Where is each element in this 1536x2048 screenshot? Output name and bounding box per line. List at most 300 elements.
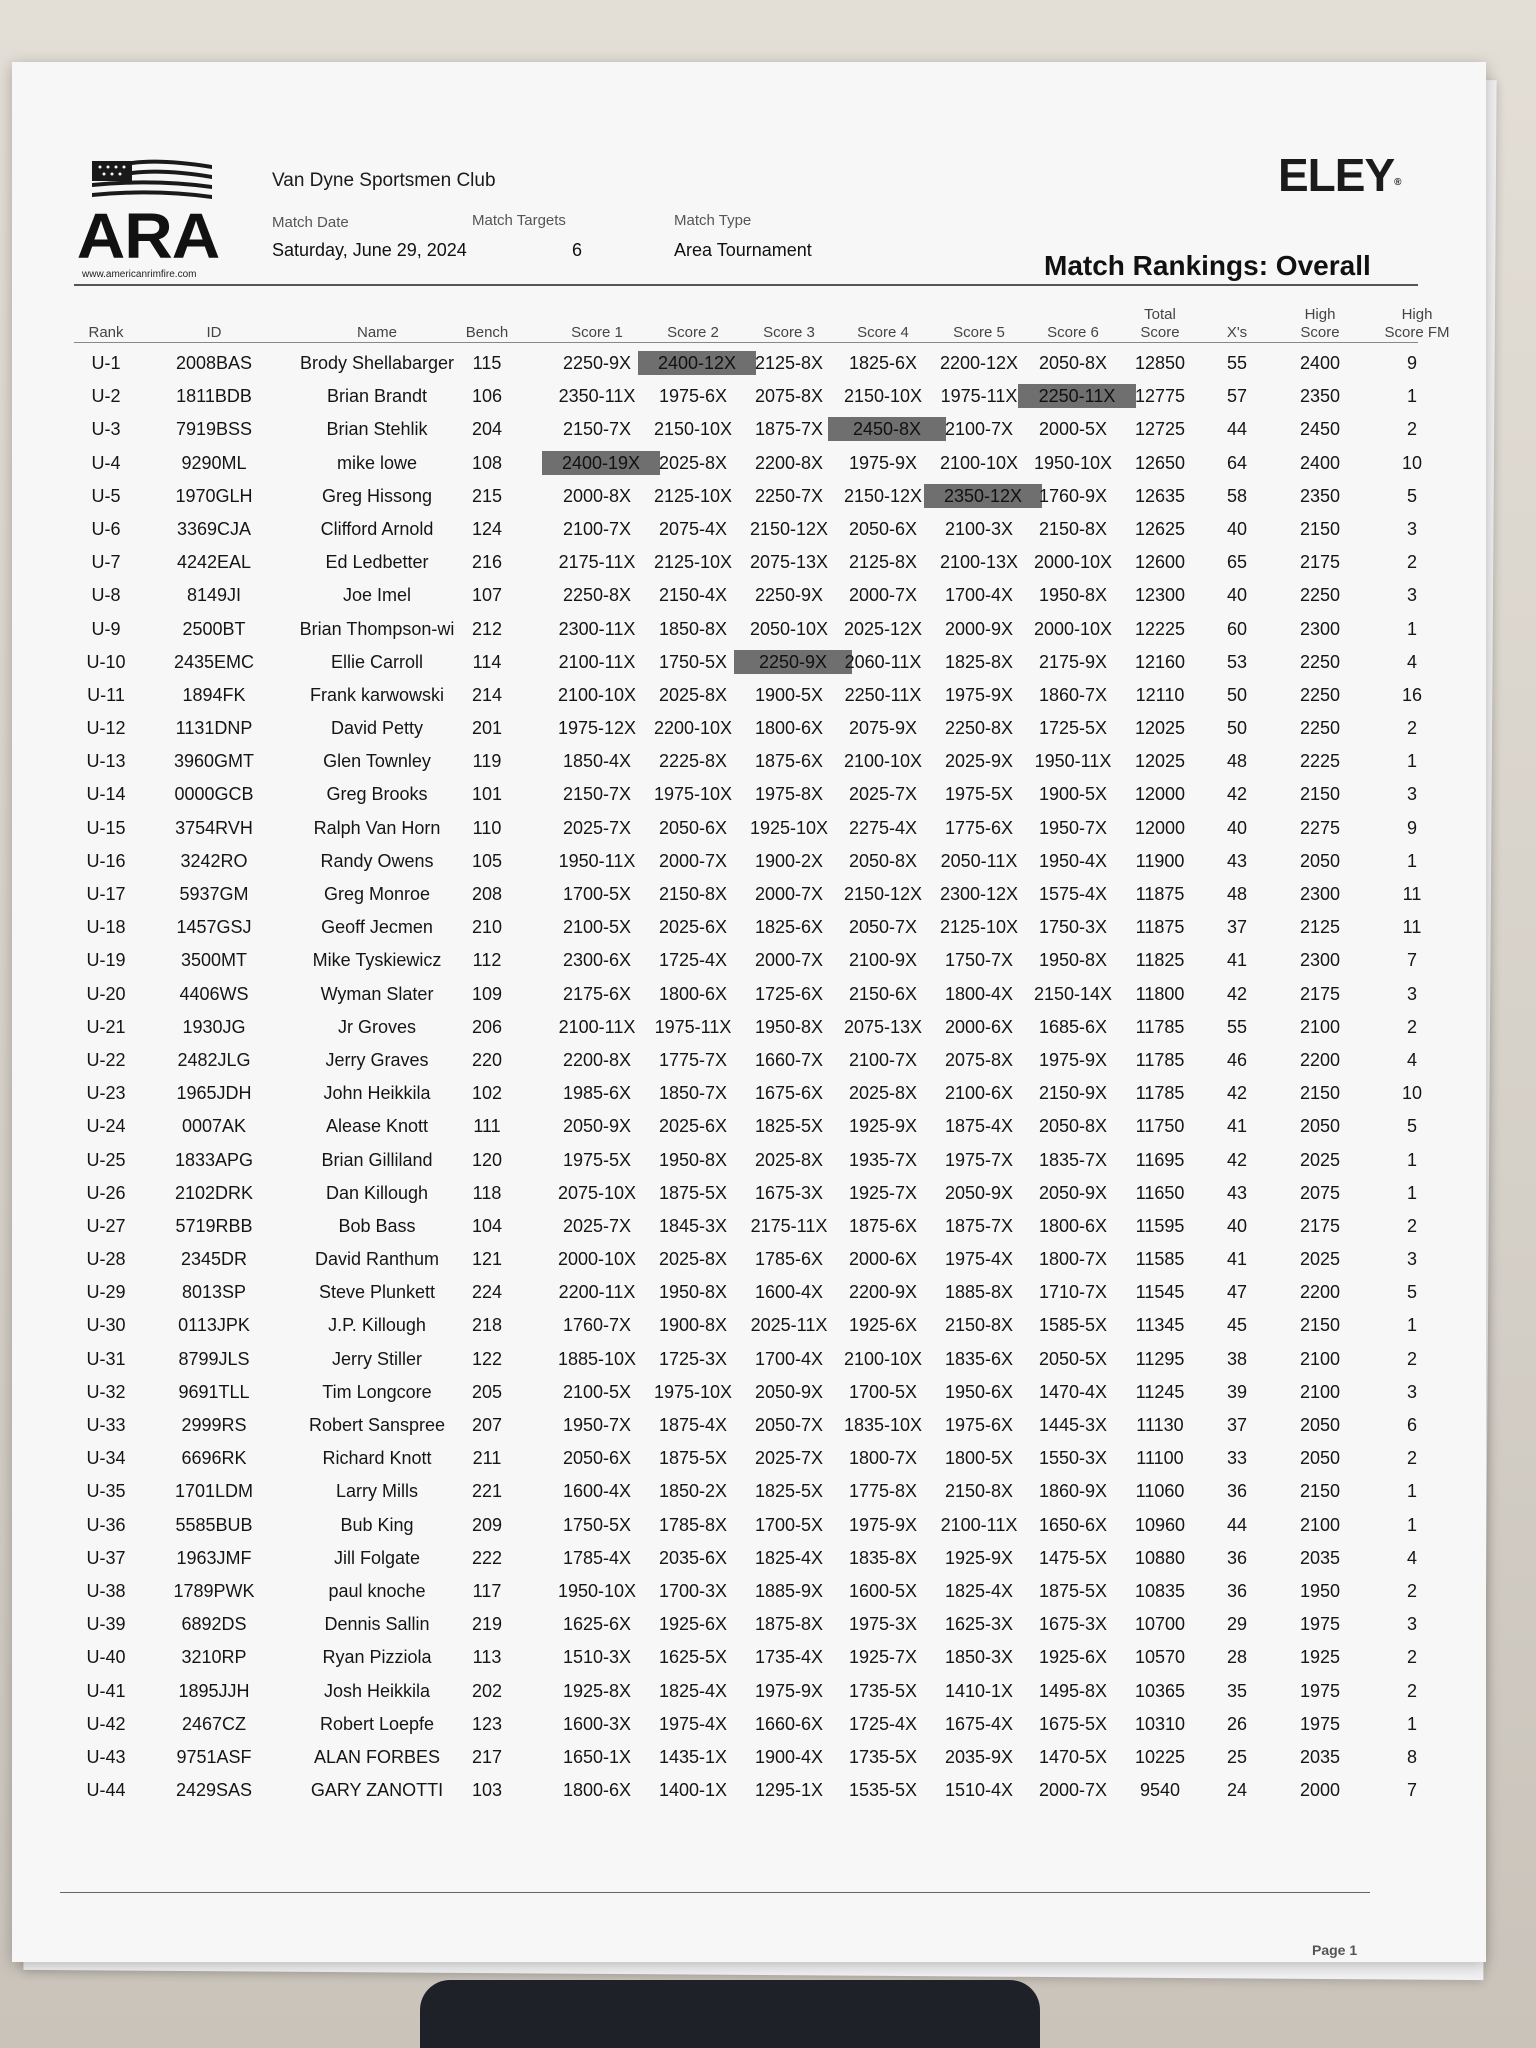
bench-cell: 217 bbox=[471, 1746, 503, 1767]
high-score-cell: 2100 bbox=[1299, 1016, 1341, 1037]
bench-cell: 101 bbox=[471, 784, 503, 805]
col-total bbox=[1120, 306, 1200, 342]
score-cell: 1950-7X bbox=[562, 1415, 632, 1435]
total-cell: 11585 bbox=[1135, 1249, 1185, 1270]
total-cell: 11060 bbox=[1135, 1481, 1185, 1502]
bench-cell: 211 bbox=[472, 1448, 502, 1469]
score-cell: 2025-9X bbox=[944, 751, 1014, 772]
score-cell: 2025-8X bbox=[658, 1249, 728, 1270]
match-targets: 6 bbox=[572, 240, 583, 260]
name-cell: Greg Hissong bbox=[321, 485, 433, 506]
score-cell: 1625-3X bbox=[944, 1614, 1014, 1635]
score-cell: 2100-3X bbox=[944, 518, 1014, 539]
high-fm-cell: 9 bbox=[1406, 817, 1417, 838]
table-row bbox=[12, 712, 1486, 745]
score-cell: 2025-8X bbox=[658, 684, 728, 705]
score-cell: 2125-10X bbox=[653, 552, 733, 573]
score-cell: 2025-8X bbox=[848, 1083, 918, 1104]
high-fm-cell: 2 bbox=[1406, 1580, 1417, 1601]
total-cell: 12625 bbox=[1134, 518, 1186, 539]
col-score2: Score 2 bbox=[667, 324, 719, 341]
id-cell: 8799JLS bbox=[178, 1348, 250, 1369]
score-cell: 1445-3X bbox=[1038, 1415, 1108, 1435]
name-cell: Greg Monroe bbox=[323, 884, 431, 904]
xs-cell: 41 bbox=[1226, 950, 1248, 971]
score-cell: 1760-7X bbox=[562, 1315, 632, 1336]
score-cell: 2250-11X bbox=[844, 684, 922, 705]
table-row bbox=[12, 1641, 1486, 1674]
rank-cell: U-21 bbox=[86, 1016, 126, 1037]
id-cell: 2102DRK bbox=[174, 1182, 254, 1203]
score-cell: 2150-8X bbox=[1038, 518, 1108, 539]
name-cell: Josh Heikkila bbox=[323, 1680, 431, 1701]
name-cell: ALAN FORBES bbox=[313, 1746, 441, 1767]
total-cell: 12225 bbox=[1134, 618, 1186, 639]
score-cell: 2050-8X bbox=[1038, 1116, 1108, 1137]
score-cell: 1735-4X bbox=[754, 1647, 824, 1668]
high-score-cell: 2100 bbox=[1299, 1514, 1341, 1535]
xs-cell: 42 bbox=[1226, 784, 1248, 805]
high-score-cell: 2275 bbox=[1299, 817, 1341, 838]
score-cell: 1985-6X bbox=[562, 1083, 632, 1104]
rank-cell: U-28 bbox=[86, 1249, 126, 1270]
xs-cell: 36 bbox=[1226, 1580, 1248, 1601]
score-cell: 1950-8X bbox=[1038, 585, 1108, 606]
high-score-cell: 2350 bbox=[1299, 485, 1341, 506]
xs-cell: 42 bbox=[1226, 1149, 1248, 1170]
table-row bbox=[12, 845, 1486, 878]
bench-cell: 208 bbox=[471, 884, 503, 904]
score-cell: 2400-19X bbox=[542, 451, 660, 475]
xs-cell: 40 bbox=[1226, 585, 1248, 606]
score-cell: 1625-5X bbox=[658, 1647, 728, 1668]
xs-cell: 44 bbox=[1226, 419, 1248, 440]
score-cell: 1835-7X bbox=[1038, 1149, 1108, 1170]
total-cell: 11130 bbox=[1136, 1415, 1184, 1435]
name-cell: Brian Gilliland bbox=[321, 1149, 433, 1170]
bench-cell: 107 bbox=[471, 585, 503, 606]
high-fm-cell: 11 bbox=[1402, 917, 1422, 938]
score-cell: 2300-12X bbox=[939, 884, 1019, 904]
score-cell: 2035-6X bbox=[658, 1547, 728, 1568]
name-cell: Glen Townley bbox=[323, 751, 431, 772]
score-cell: 2100-11X bbox=[940, 1514, 1018, 1535]
score-cell: 1975-10X bbox=[653, 784, 733, 805]
table-row bbox=[12, 1210, 1486, 1243]
table-row bbox=[12, 1708, 1486, 1741]
score-cell: 1950-11X bbox=[558, 850, 636, 871]
score-cell: 1835-8X bbox=[848, 1547, 918, 1568]
score-cell: 1925-7X bbox=[848, 1182, 918, 1203]
high-score-cell: 2150 bbox=[1299, 1481, 1341, 1502]
score-cell: 1975-8X bbox=[754, 784, 824, 805]
score-cell: 2350-12X bbox=[924, 484, 1042, 508]
rank-cell: U-18 bbox=[86, 917, 126, 938]
total-cell: 12775 bbox=[1134, 386, 1186, 407]
score-cell: 1860-7X bbox=[1038, 684, 1108, 705]
table-row bbox=[12, 513, 1486, 546]
bench-cell: 224 bbox=[471, 1282, 503, 1303]
rank-cell: U-35 bbox=[86, 1481, 126, 1502]
score-cell: 1975-11X bbox=[940, 386, 1018, 407]
xs-cell: 41 bbox=[1226, 1116, 1248, 1137]
id-cell: 1930JG bbox=[182, 1016, 246, 1037]
score-cell: 1725-4X bbox=[848, 1713, 918, 1734]
total-cell: 10365 bbox=[1134, 1680, 1186, 1701]
total-cell: 11245 bbox=[1135, 1381, 1185, 1402]
col-name: Name bbox=[356, 324, 397, 341]
high-score-cell: 2100 bbox=[1299, 1381, 1341, 1402]
score-cell: 2000-7X bbox=[658, 850, 728, 871]
score-cell: 1900-2X bbox=[754, 850, 824, 871]
high-fm-cell: 3 bbox=[1406, 1249, 1417, 1270]
xs-cell: 64 bbox=[1226, 452, 1248, 473]
id-cell: 3960GMT bbox=[173, 751, 255, 772]
total-cell: 11650 bbox=[1135, 1182, 1185, 1203]
high-fm-cell: 3 bbox=[1406, 983, 1417, 1004]
xs-cell: 42 bbox=[1226, 1083, 1248, 1104]
xs-cell: 58 bbox=[1226, 485, 1248, 506]
score-cell: 2100-10X bbox=[843, 1348, 923, 1369]
table-row bbox=[12, 380, 1486, 413]
total-cell: 10835 bbox=[1134, 1580, 1186, 1601]
id-cell: 1833APG bbox=[174, 1149, 254, 1170]
table-row bbox=[12, 1509, 1486, 1542]
high-fm-cell: 1 bbox=[1406, 1713, 1417, 1734]
col-fm-line2: Score FM bbox=[1384, 324, 1450, 341]
high-score-cell: 2050 bbox=[1299, 1448, 1341, 1469]
score-cell: 2035-9X bbox=[944, 1746, 1014, 1767]
score-cell: 1925-8X bbox=[562, 1680, 632, 1701]
score-cell: 1975-9X bbox=[754, 1680, 824, 1701]
rank-cell: U-9 bbox=[91, 618, 121, 639]
xs-cell: 42 bbox=[1226, 983, 1248, 1004]
match-type-label: Match Type bbox=[674, 212, 752, 229]
bench-cell: 212 bbox=[471, 618, 503, 639]
score-cell: 2060-11X bbox=[844, 651, 922, 672]
score-cell: 1600-4X bbox=[562, 1481, 632, 1502]
rank-cell: U-7 bbox=[91, 552, 121, 573]
table-row bbox=[12, 1077, 1486, 1110]
table-row bbox=[12, 745, 1486, 778]
rank-cell: U-8 bbox=[91, 585, 121, 606]
bench-cell: 201 bbox=[471, 718, 503, 739]
score-cell: 2300-6X bbox=[562, 950, 632, 971]
total-cell: 11345 bbox=[1135, 1315, 1185, 1336]
id-cell: 2482JLG bbox=[177, 1049, 251, 1070]
xs-cell: 24 bbox=[1226, 1780, 1248, 1801]
score-cell: 2200-8X bbox=[562, 1049, 632, 1070]
score-cell: 1825-5X bbox=[754, 1116, 824, 1137]
table-row bbox=[12, 978, 1486, 1011]
score-cell: 1825-6X bbox=[754, 917, 824, 938]
score-cell: 2000-7X bbox=[754, 950, 824, 971]
score-cell: 1975-11X bbox=[654, 1016, 732, 1037]
score-cell: 1800-5X bbox=[944, 1448, 1014, 1469]
score-cell: 1775-7X bbox=[658, 1049, 728, 1070]
eley-brand bbox=[1278, 148, 1401, 202]
name-cell: Greg Brooks bbox=[326, 784, 428, 805]
high-fm-cell: 2 bbox=[1406, 1680, 1417, 1701]
name-cell: Jr Groves bbox=[337, 1016, 416, 1037]
high-score-cell: 2025 bbox=[1299, 1249, 1341, 1270]
bench-cell: 108 bbox=[471, 452, 503, 473]
score-cell: 1725-3X bbox=[658, 1348, 728, 1369]
score-cell: 1675-3X bbox=[754, 1182, 824, 1203]
score-cell: 2250-9X bbox=[562, 353, 632, 373]
id-cell: 9751ASF bbox=[176, 1746, 252, 1767]
bench-cell: 102 bbox=[471, 1083, 503, 1104]
score-cell: 2150-12X bbox=[749, 518, 829, 539]
name-cell: Brian Thompson-wi bbox=[299, 618, 455, 639]
table-row bbox=[12, 1475, 1486, 1508]
total-cell: 11595 bbox=[1135, 1215, 1185, 1236]
score-cell: 1410-1X bbox=[944, 1680, 1014, 1701]
score-cell: 1845-3X bbox=[658, 1215, 728, 1236]
high-fm-cell: 1 bbox=[1406, 1481, 1417, 1502]
xs-cell: 29 bbox=[1226, 1614, 1248, 1635]
score-cell: 2025-11X bbox=[750, 1315, 828, 1336]
high-fm-cell: 2 bbox=[1406, 552, 1417, 573]
score-cell: 2150-12X bbox=[843, 485, 923, 506]
score-cell: 1800-7X bbox=[848, 1448, 918, 1469]
bench-cell: 112 bbox=[472, 950, 502, 971]
table-row bbox=[12, 1575, 1486, 1608]
score-cell: 2050-9X bbox=[1038, 1182, 1108, 1203]
score-cell: 1470-4X bbox=[1038, 1381, 1108, 1402]
score-cell: 2050-9X bbox=[754, 1381, 824, 1402]
score-cell: 1975-7X bbox=[944, 1149, 1014, 1170]
score-cell: 2050-8X bbox=[848, 850, 918, 871]
score-cell: 2175-11X bbox=[750, 1215, 828, 1236]
bench-cell: 110 bbox=[472, 817, 502, 838]
table-row bbox=[12, 1044, 1486, 1077]
score-cell: 1950-8X bbox=[1038, 950, 1108, 971]
score-cell: 2050-6X bbox=[848, 518, 918, 539]
name-cell: Brian Stehlik bbox=[326, 419, 428, 440]
xs-cell: 48 bbox=[1226, 751, 1248, 772]
xs-cell: 43 bbox=[1226, 1182, 1248, 1203]
name-cell: paul knoche bbox=[328, 1580, 426, 1601]
total-cell: 12025 bbox=[1134, 751, 1186, 772]
table-row bbox=[12, 1144, 1486, 1177]
bench-cell: 111 bbox=[473, 1116, 501, 1137]
high-fm-cell: 5 bbox=[1406, 1282, 1417, 1303]
total-cell: 12025 bbox=[1134, 718, 1186, 739]
bench-cell: 124 bbox=[471, 518, 503, 539]
name-cell: Tim Longcore bbox=[322, 1381, 432, 1402]
name-cell: J.P. Killough bbox=[328, 1315, 426, 1336]
total-cell: 12300 bbox=[1134, 585, 1186, 606]
high-fm-cell: 1 bbox=[1406, 1514, 1417, 1535]
rank-cell: U-25 bbox=[86, 1149, 126, 1170]
high-score-cell: 1975 bbox=[1299, 1713, 1341, 1734]
bench-cell: 205 bbox=[471, 1381, 503, 1402]
rank-cell: U-41 bbox=[86, 1680, 126, 1701]
score-cell: 2175-6X bbox=[562, 983, 632, 1004]
score-cell: 2025-8X bbox=[658, 452, 728, 473]
rank-cell: U-5 bbox=[91, 485, 121, 506]
xs-cell: 55 bbox=[1226, 353, 1248, 373]
xs-cell: 47 bbox=[1226, 1282, 1248, 1303]
rank-cell: U-32 bbox=[86, 1381, 126, 1402]
score-cell: 1735-5X bbox=[848, 1680, 918, 1701]
xs-cell: 33 bbox=[1226, 1448, 1248, 1469]
id-cell: 2429SAS bbox=[175, 1780, 253, 1801]
table-row bbox=[12, 613, 1486, 646]
score-cell: 1575-4X bbox=[1038, 884, 1108, 904]
score-cell: 2250-7X bbox=[754, 485, 824, 506]
total-cell: 11750 bbox=[1135, 1116, 1185, 1137]
score-cell: 2100-10X bbox=[557, 684, 637, 705]
rank-cell: U-34 bbox=[86, 1448, 126, 1469]
id-cell: 3754RVH bbox=[175, 817, 253, 838]
score-cell: 1925-6X bbox=[848, 1315, 918, 1336]
table-row bbox=[12, 1343, 1486, 1376]
high-fm-cell: 1 bbox=[1406, 618, 1417, 639]
score-cell: 1925-6X bbox=[1038, 1647, 1108, 1668]
score-cell: 1735-5X bbox=[848, 1746, 918, 1767]
score-cell: 1535-5X bbox=[848, 1780, 918, 1801]
id-cell: 2008BAS bbox=[175, 353, 253, 373]
results-page bbox=[12, 62, 1486, 1962]
total-cell: 12600 bbox=[1134, 552, 1186, 573]
score-cell: 2300-11X bbox=[558, 618, 636, 639]
score-cell: 2175-11X bbox=[558, 552, 636, 573]
bench-cell: 122 bbox=[471, 1348, 503, 1369]
high-score-cell: 2200 bbox=[1299, 1282, 1341, 1303]
high-fm-cell: 3 bbox=[1406, 518, 1417, 539]
score-cell: 2100-10X bbox=[939, 452, 1019, 473]
name-cell: Wyman Slater bbox=[320, 983, 434, 1004]
score-cell: 2025-6X bbox=[658, 917, 728, 938]
high-fm-cell: 3 bbox=[1406, 784, 1417, 805]
id-cell: 2467CZ bbox=[181, 1713, 247, 1734]
score-cell: 2000-7X bbox=[1038, 1780, 1108, 1801]
rank-cell: U-26 bbox=[86, 1182, 126, 1203]
score-cell: 1875-4X bbox=[658, 1415, 728, 1435]
xs-cell: 40 bbox=[1226, 518, 1248, 539]
high-score-cell: 2250 bbox=[1299, 684, 1341, 705]
id-cell: 4406WS bbox=[179, 983, 249, 1004]
col-id: ID bbox=[206, 324, 222, 341]
bench-cell: 115 bbox=[472, 353, 502, 373]
score-cell: 2350-11X bbox=[558, 386, 636, 407]
id-cell: 3500MT bbox=[180, 950, 248, 971]
table-row bbox=[12, 546, 1486, 579]
score-cell: 1875-7X bbox=[944, 1215, 1014, 1236]
total-cell: 12725 bbox=[1134, 419, 1186, 440]
high-score-cell: 2175 bbox=[1299, 1215, 1341, 1236]
score-cell: 1875-5X bbox=[658, 1448, 728, 1469]
score-cell: 2200-8X bbox=[754, 452, 824, 473]
xs-cell: 40 bbox=[1226, 817, 1248, 838]
table-row bbox=[12, 480, 1486, 513]
name-cell: Bub King bbox=[340, 1514, 414, 1535]
high-fm-cell: 9 bbox=[1406, 353, 1417, 373]
score-cell: 1925-9X bbox=[848, 1116, 918, 1137]
score-cell: 1475-5X bbox=[1038, 1547, 1108, 1568]
high-fm-cell: 3 bbox=[1406, 585, 1417, 606]
score-cell: 2200-11X bbox=[558, 1282, 636, 1303]
score-cell: 2150-8X bbox=[944, 1481, 1014, 1502]
id-cell: 1895JJH bbox=[178, 1680, 250, 1701]
score-cell: 1975-9X bbox=[944, 684, 1014, 705]
bench-cell: 207 bbox=[471, 1415, 503, 1435]
name-cell: Ryan Pizziola bbox=[322, 1647, 432, 1668]
total-cell: 11785 bbox=[1135, 1016, 1185, 1037]
name-cell: Randy Owens bbox=[320, 850, 434, 871]
high-fm-cell: 6 bbox=[1406, 1415, 1417, 1435]
score-cell: 1750-3X bbox=[1038, 917, 1108, 938]
high-score-cell: 2300 bbox=[1299, 884, 1341, 904]
score-cell: 2000-10X bbox=[1033, 618, 1113, 639]
total-cell: 11900 bbox=[1135, 850, 1185, 871]
rank-cell: U-13 bbox=[86, 751, 126, 772]
score-cell: 1950-6X bbox=[944, 1381, 1014, 1402]
high-fm-cell: 1 bbox=[1406, 1149, 1417, 1170]
score-cell: 1495-8X bbox=[1038, 1680, 1108, 1701]
rank-cell: U-30 bbox=[86, 1315, 126, 1336]
score-cell: 2150-14X bbox=[1033, 983, 1113, 1004]
score-cell: 1825-4X bbox=[754, 1547, 824, 1568]
score-cell: 1975-6X bbox=[944, 1415, 1014, 1435]
score-cell: 1950-4X bbox=[1038, 850, 1108, 871]
high-score-cell: 1975 bbox=[1299, 1680, 1341, 1701]
score-cell: 1975-5X bbox=[944, 784, 1014, 805]
score-cell: 2150-7X bbox=[562, 419, 632, 440]
bench-cell: 219 bbox=[471, 1614, 503, 1635]
score-cell: 2150-8X bbox=[658, 884, 728, 904]
score-cell: 2100-7X bbox=[848, 1049, 918, 1070]
name-cell: David Ranthum bbox=[314, 1249, 440, 1270]
high-fm-cell: 2 bbox=[1406, 1016, 1417, 1037]
id-cell: 1963JMF bbox=[176, 1547, 252, 1568]
score-cell: 1750-7X bbox=[944, 950, 1014, 971]
score-cell: 2225-8X bbox=[658, 751, 728, 772]
background-object bbox=[420, 1980, 1040, 2048]
score-cell: 1585-5X bbox=[1038, 1315, 1108, 1336]
bench-cell: 105 bbox=[471, 850, 503, 871]
rank-cell: U-23 bbox=[86, 1083, 126, 1104]
bench-cell: 109 bbox=[471, 983, 503, 1004]
rank-cell: U-44 bbox=[86, 1780, 126, 1801]
rank-cell: U-1 bbox=[91, 353, 121, 373]
score-cell: 1685-6X bbox=[1038, 1016, 1108, 1037]
score-cell: 2100-11X bbox=[558, 1016, 636, 1037]
id-cell: 0000GCB bbox=[174, 784, 254, 805]
score-cell: 2000-7X bbox=[848, 585, 918, 606]
score-cell: 2025-7X bbox=[754, 1448, 824, 1469]
name-cell: Bob Bass bbox=[338, 1215, 416, 1236]
table-row bbox=[12, 579, 1486, 612]
high-score-cell: 2400 bbox=[1299, 452, 1341, 473]
page-number: Page 1 bbox=[1312, 1942, 1358, 1958]
score-cell: 2150-7X bbox=[562, 784, 632, 805]
table-row bbox=[12, 1409, 1486, 1442]
high-score-cell: 2050 bbox=[1299, 850, 1341, 871]
score-cell: 2050-11X bbox=[940, 850, 1018, 871]
table-row bbox=[12, 1442, 1486, 1475]
id-cell: 5937GM bbox=[179, 884, 249, 904]
score-cell: 1975-5X bbox=[562, 1149, 632, 1170]
total-cell: 10700 bbox=[1134, 1614, 1186, 1635]
score-cell: 1600-4X bbox=[754, 1282, 824, 1303]
col-score4: Score 4 bbox=[857, 324, 909, 341]
total-cell: 12000 bbox=[1134, 784, 1186, 805]
score-cell: 1950-8X bbox=[658, 1282, 728, 1303]
table-row bbox=[12, 1542, 1486, 1575]
